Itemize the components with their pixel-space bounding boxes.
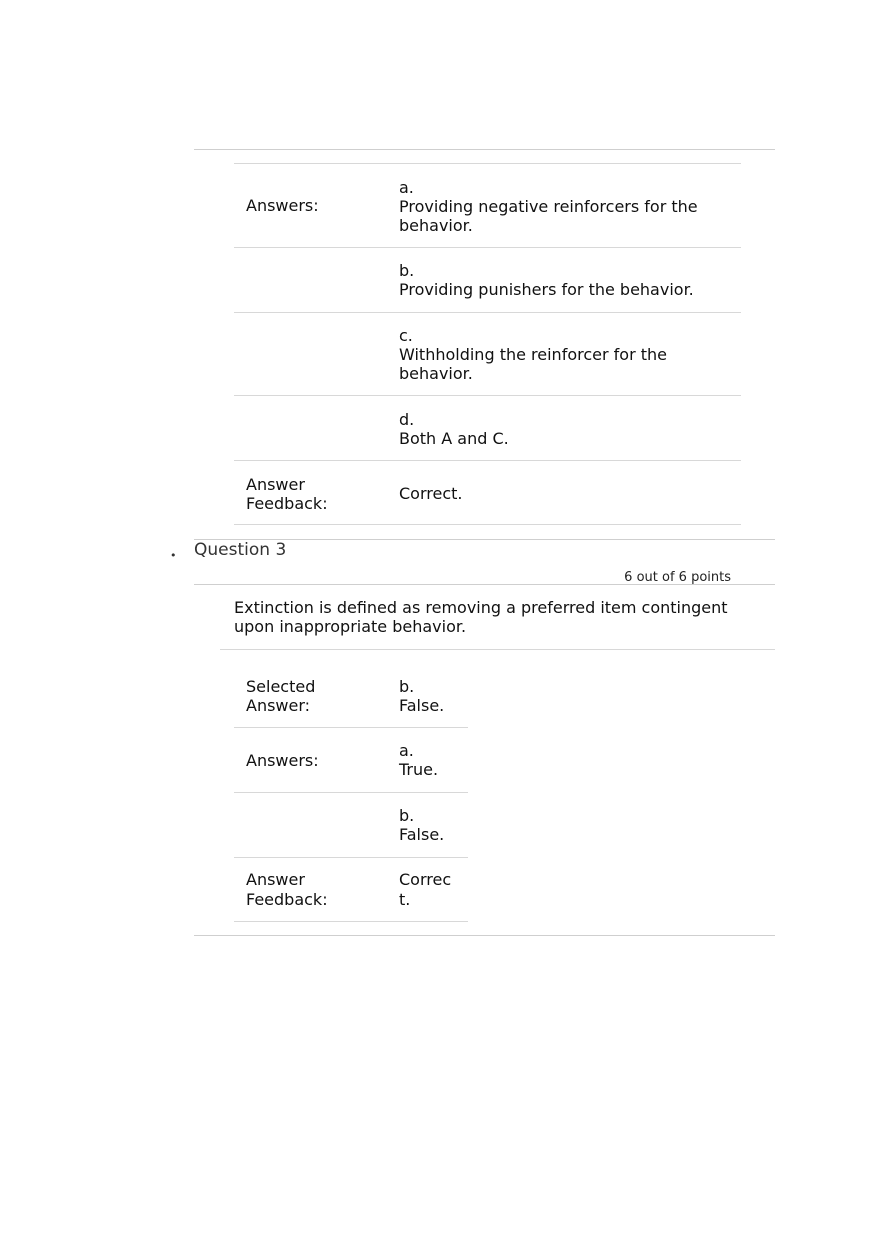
question-text-line: upon inappropriate behavior. <box>234 617 467 636</box>
divider <box>234 395 741 396</box>
option-text: Providing negative reinforcers for the <box>399 197 698 216</box>
divider <box>194 935 775 936</box>
divider <box>234 460 741 461</box>
option-text: Withholding the reinforcer for the <box>399 345 667 364</box>
question-points: 6 out of 6 points <box>624 570 731 585</box>
answer-option-d <box>399 410 509 448</box>
option-letter: a. <box>399 178 414 197</box>
option-letter: b. <box>399 261 415 280</box>
label-line: Answer: <box>246 696 311 715</box>
question-text-line: Extinction is defined as removing a preferred item contingent <box>234 598 728 617</box>
option-text: Both A and C. <box>399 429 509 448</box>
divider <box>194 584 775 585</box>
answers-label: Answers: <box>246 751 319 770</box>
divider <box>234 727 468 728</box>
answer-feedback-label <box>246 870 386 910</box>
answer-option-b <box>399 806 444 844</box>
selected-answer-value <box>399 677 444 715</box>
divider <box>234 524 741 525</box>
question-text <box>234 598 754 636</box>
label-line: Feedback: <box>246 890 328 909</box>
feedback-text-line: Correc <box>399 870 452 889</box>
option-text: True. <box>399 760 439 779</box>
answer-option-b <box>399 261 694 299</box>
option-letter: d. <box>399 410 415 429</box>
option-letter: b. <box>399 677 415 696</box>
option-text: behavior. <box>399 364 473 383</box>
divider <box>234 921 468 922</box>
divider <box>220 649 775 650</box>
list-bullet-icon: • <box>170 549 177 562</box>
answer-feedback-label <box>246 475 386 513</box>
answer-option-c <box>399 326 667 383</box>
question-title: Question 3 <box>194 540 287 560</box>
option-text: behavior. <box>399 216 473 235</box>
answers-label: Answers: <box>246 196 319 215</box>
label-line: Selected <box>246 677 316 696</box>
divider <box>234 312 741 313</box>
divider <box>194 149 775 150</box>
label-line: Answer <box>246 870 305 889</box>
label-line: Feedback: <box>246 494 328 513</box>
selected-answer-label <box>246 677 386 715</box>
option-text: False. <box>399 696 445 715</box>
option-letter: c. <box>399 326 413 345</box>
answer-option-a <box>399 741 438 779</box>
divider <box>234 792 468 793</box>
divider <box>234 247 741 248</box>
option-letter: b. <box>399 806 415 825</box>
option-text: False. <box>399 825 445 844</box>
answer-feedback-value <box>399 870 451 910</box>
option-text: Providing punishers for the behavior. <box>399 280 694 299</box>
answer-feedback-value: Correct. <box>399 484 463 503</box>
label-line: Answer <box>246 475 305 494</box>
feedback-text-line: t. <box>399 890 411 909</box>
option-letter: a. <box>399 741 414 760</box>
divider <box>234 857 468 858</box>
divider <box>234 163 741 164</box>
answer-option-a <box>399 178 698 235</box>
